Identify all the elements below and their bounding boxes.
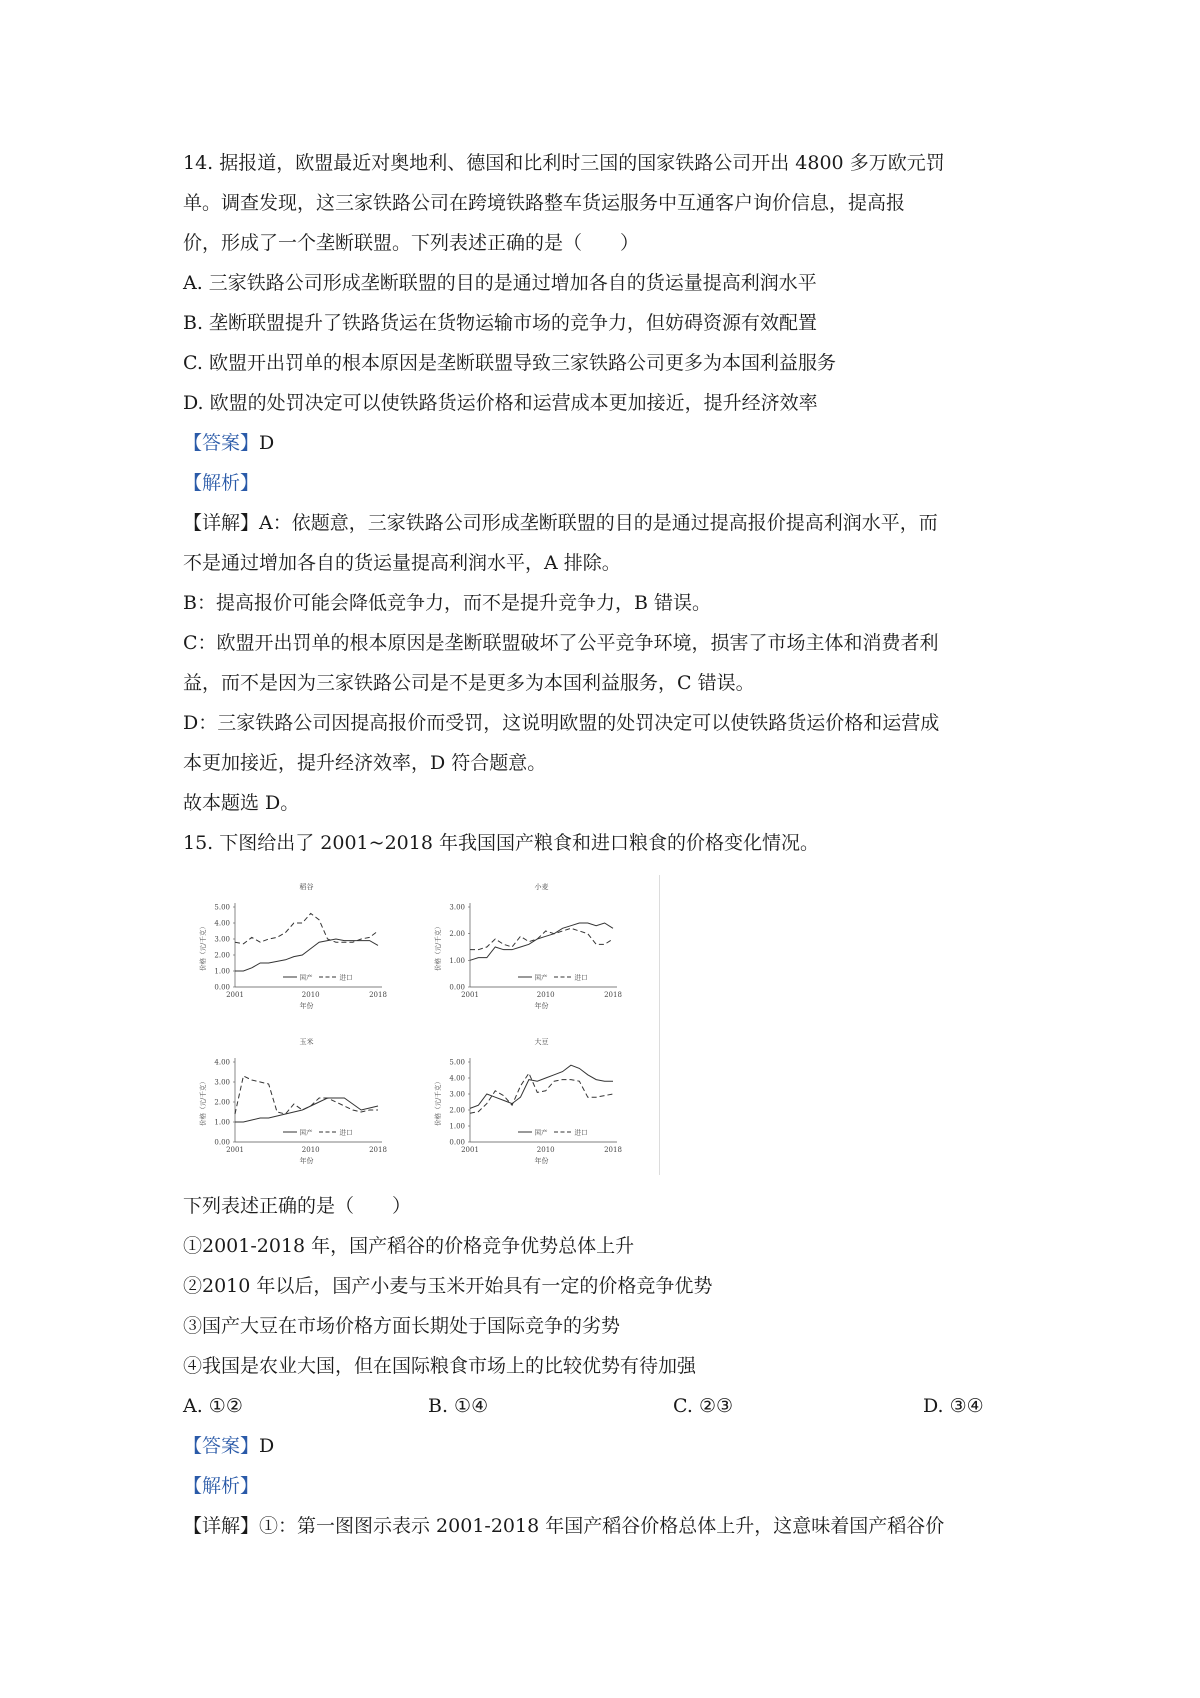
detail-text: A：依题意，三家铁路公司形成垄断联盟的目的是通过提高报价提高利润水平，而 (259, 512, 938, 534)
y-tick-label: 1.00 (449, 956, 465, 965)
series-line-domestic (470, 1065, 613, 1108)
q15-choice-c: C. ②③ (673, 1395, 734, 1417)
y-tick-label: 3.00 (449, 903, 465, 912)
legend-label-import: 进口 (574, 973, 588, 982)
q14-option-c: C. 欧盟开出罚单的根本原因是垄断联盟导致三家铁路公司更多为本国利益服务 (183, 352, 836, 374)
q15-statement-4: ④我国是农业大国，但在国际粮食市场上的比较优势有待加强 (183, 1355, 697, 1377)
legend-label-import: 进口 (339, 973, 353, 982)
x-tick-label: 2018 (604, 991, 622, 999)
series-line-domestic (470, 923, 613, 960)
y-tick-label: 1.00 (449, 1122, 465, 1131)
q14-option-a: A. 三家铁路公司形成垄断联盟的目的是通过增加各自的货运量提高利润水平 (183, 272, 817, 294)
q14-stem-line-1: 14. 据报道，欧盟最近对奥地利、德国和比利时三国的国家铁路公司开出 4800 多万欧元罚 (183, 152, 945, 174)
q14-detail-line-2: 不是通过增加各自的货运量提高利润水平，A 排除。 (183, 552, 621, 574)
document-page (183, 143, 1033, 1546)
chart-frame-edge (659, 875, 660, 1175)
x-axis-label: 年份 (534, 1157, 549, 1165)
x-tick-label: 2010 (301, 991, 320, 999)
chart-rice-svg (183, 875, 418, 1025)
chart-title: 大豆 (534, 1038, 549, 1046)
chart-title: 玉米 (299, 1038, 314, 1046)
x-tick-label: 2001 (226, 991, 244, 999)
detail-tag: 【详解】 (183, 512, 260, 534)
x-tick-label: 2001 (461, 1146, 479, 1154)
chart-soybean-svg (418, 1030, 653, 1180)
x-tick-label: 2001 (461, 991, 479, 999)
x-tick-label: 2010 (301, 1146, 320, 1154)
x-axis-label: 年份 (299, 1002, 314, 1010)
q15-choices (183, 1386, 1033, 1426)
question-14 (183, 143, 1033, 823)
y-tick-label: 4.00 (449, 1074, 465, 1083)
y-tick-label: 2.00 (214, 1098, 230, 1107)
series-line-import (470, 928, 613, 949)
y-tick-label: 3.00 (214, 1078, 230, 1087)
answer-tag: 【答案】 (183, 432, 260, 454)
x-axis-label: 年份 (534, 1002, 549, 1010)
x-axis-label: 年份 (299, 1157, 314, 1165)
q15-stem: 15. 下图给出了 2001~2018 年我国国产粮食和进口粮食的价格变化情况。 (183, 832, 819, 854)
y-tick-label: 1.00 (214, 1118, 230, 1127)
q15-analysis (183, 1466, 1033, 1506)
y-tick-label: 5.00 (449, 1058, 465, 1067)
q15-statement-2: ②2010 年以后，国产小麦与玉米开始具有一定的价格竞争优势 (183, 1275, 713, 1297)
q15-statement-1: ①2001-2018 年，国产稻谷的价格竞争优势总体上升 (183, 1235, 635, 1257)
x-tick-label: 2018 (369, 991, 387, 999)
y-tick-label: 5.00 (214, 903, 230, 912)
x-tick-label: 2001 (226, 1146, 244, 1154)
legend-label-domestic: 国产 (534, 973, 548, 982)
legend-label-domestic: 国产 (299, 1128, 313, 1137)
answer-value: D (259, 432, 275, 454)
legend-label-domestic: 国产 (534, 1128, 548, 1137)
y-tick-label: 0.00 (449, 1138, 465, 1147)
chart-wheat (418, 875, 653, 1025)
q15-choice-d: D. ③④ (923, 1395, 984, 1417)
answer-value: D (259, 1435, 275, 1457)
y-tick-label: 2.00 (449, 1106, 465, 1115)
y-tick-label: 1.00 (214, 967, 230, 976)
y-tick-label: 0.00 (449, 983, 465, 992)
chart-title: 稻谷 (299, 883, 314, 891)
q14-detail-line-8: 故本题选 D。 (183, 792, 300, 814)
y-tick-label: 3.00 (449, 1090, 465, 1099)
y-tick-label: 4.00 (214, 919, 230, 928)
q14-detail-line-7: 本更加接近，提升经济效率，D 符合题意。 (183, 752, 547, 774)
detail-tag: 【详解】 (183, 1515, 260, 1537)
price-charts (183, 875, 663, 1180)
y-axis-label: 价格（元/千克） (199, 923, 207, 971)
series-line-import (235, 913, 378, 943)
x-tick-label: 2010 (536, 991, 555, 999)
legend-label-import: 进口 (339, 1128, 353, 1137)
q14-stem-line-3: 价，形成了一个垄断联盟。下列表述正确的是（ ） (183, 232, 640, 254)
chart-title: 小麦 (534, 883, 549, 891)
y-tick-label: 0.00 (214, 1138, 230, 1147)
q15-statement-3: ③国产大豆在市场价格方面长期处于国际竞争的劣势 (183, 1315, 621, 1337)
chart-soybean (418, 1030, 653, 1180)
x-tick-label: 2010 (536, 1146, 555, 1154)
series-line-domestic (235, 939, 378, 971)
q14-answer (183, 423, 1033, 463)
answer-tag: 【答案】 (183, 1435, 260, 1457)
q15-choice-b: B. ①④ (428, 1395, 489, 1417)
legend-label-import: 进口 (574, 1128, 588, 1137)
y-tick-label: 2.00 (214, 951, 230, 960)
chart-wheat-svg (418, 875, 653, 1025)
y-tick-label: 0.00 (214, 983, 230, 992)
q14-detail-line-4: C：欧盟开出罚单的根本原因是垄断联盟破坏了公平竞争环境，损害了市场主体和消费者利 (183, 632, 939, 654)
legend-label-domestic: 国产 (299, 973, 313, 982)
y-axis-label: 价格（元/千克） (199, 1078, 207, 1126)
x-tick-label: 2018 (369, 1146, 387, 1154)
q14-option-d: D. 欧盟的处罚决定可以使铁路货运价格和运营成本更加接近，提升经济效率 (183, 392, 818, 414)
q15-answer (183, 1426, 1033, 1466)
series-line-domestic (235, 1098, 378, 1122)
y-tick-label: 3.00 (214, 935, 230, 944)
q15-choice-a: A. ①② (183, 1395, 243, 1417)
q14-detail-line-1 (183, 503, 1033, 543)
detail-text: ①：第一图图示表示 2001-2018 年国产稻谷价格总体上升，这意味着国产稻谷价 (259, 1515, 945, 1537)
q14-option-b: B. 垄断联盟提升了铁路货运在货物运输市场的竞争力，但妨碍资源有效配置 (183, 312, 818, 334)
q14-stem-line-2: 单。调查发现，这三家铁路公司在跨境铁路整车货运服务中互通客户询价信息，提高报 (183, 192, 906, 214)
y-axis-label: 价格（元/千克） (434, 1078, 442, 1126)
q15-detail-line-1 (183, 1506, 1033, 1546)
question-15 (183, 823, 1033, 1546)
q14-detail-line-5: 益，而不是因为三家铁路公司是不是更多为本国利益服务，C 错误。 (183, 672, 755, 694)
y-axis-label: 价格（元/千克） (434, 923, 442, 971)
q14-analysis (183, 463, 1033, 503)
q14-detail-line-3: B：提高报价可能会降低竞争力，而不是提升竞争力，B 错误。 (183, 592, 711, 614)
y-tick-label: 4.00 (214, 1058, 230, 1067)
chart-corn-svg (183, 1030, 418, 1180)
chart-rice (183, 875, 418, 1025)
chart-corn (183, 1030, 418, 1180)
analysis-tag: 【解析】 (183, 472, 260, 494)
series-line-import (235, 1076, 378, 1114)
q15-question: 下列表述正确的是（ ） (183, 1195, 412, 1217)
x-tick-label: 2018 (604, 1146, 622, 1154)
analysis-tag: 【解析】 (183, 1475, 260, 1497)
y-tick-label: 2.00 (449, 930, 465, 939)
q14-detail-line-6: D：三家铁路公司因提高报价而受罚，这说明欧盟的处罚决定可以使铁路货运价格和运营成 (183, 712, 940, 734)
